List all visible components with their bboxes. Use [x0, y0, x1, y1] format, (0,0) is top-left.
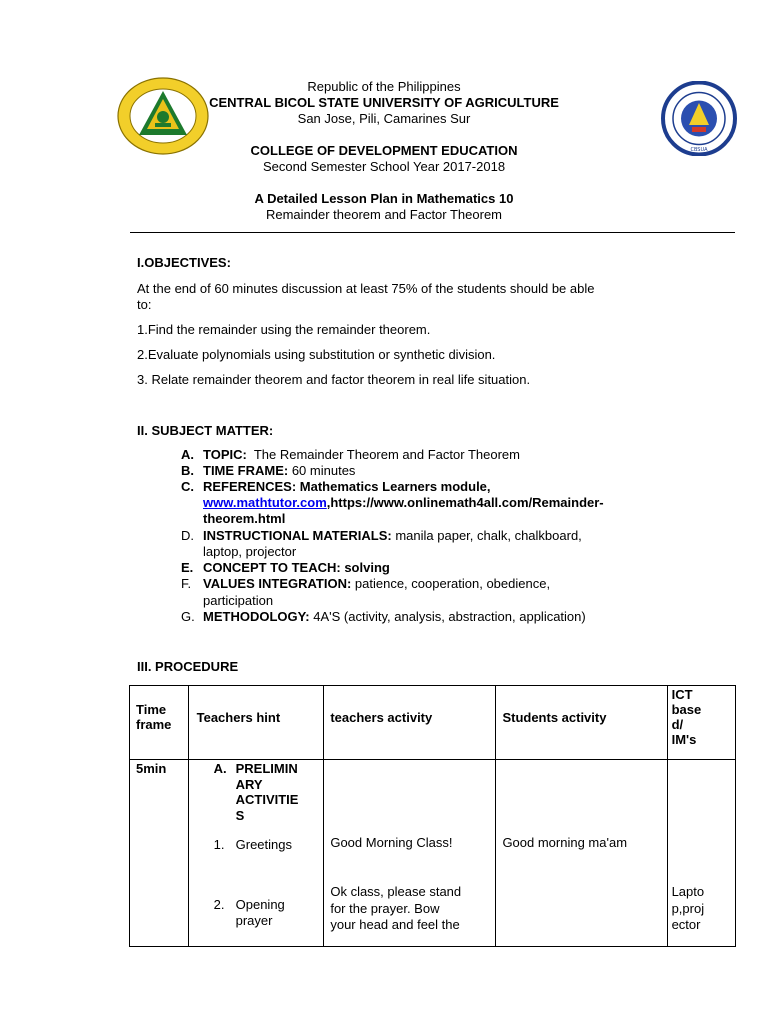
sm-methodology-label: METHODOLOGY: — [203, 609, 310, 624]
row-time: 5min — [136, 761, 167, 776]
semester-line: Second Semester School Year 2017-2018 — [262, 159, 506, 174]
objectives-heading: I.OBJECTIVES: — [137, 255, 231, 270]
college-name: COLLEGE OF DEVELOPMENT EDUCATION — [250, 143, 518, 158]
sm-topic-label: TOPIC: — [203, 447, 247, 462]
sm-topic-value: The Remainder Theorem and Factor Theorem — [246, 447, 520, 462]
sm-values-label: VALUES INTEGRATION: — [203, 576, 352, 591]
row-time-cell — [130, 760, 189, 947]
item2-ict-l2: p,proj — [671, 900, 705, 916]
table-row — [130, 760, 736, 947]
section-letter: A. — [213, 761, 227, 776]
item2-teacher-l1: Ok class, please stand — [330, 884, 462, 899]
item1-teacher: Good Morning Class! — [330, 835, 453, 850]
plan-title: A Detailed Lesson Plan in Mathematics 10 — [254, 191, 514, 206]
plan-subtitle: Remainder theorem and Factor Theorem — [265, 207, 503, 222]
header-ict — [667, 686, 735, 760]
section-l3: ACTIVITIE — [235, 792, 299, 807]
sm-materials-label: INSTRUCTIONAL MATERIALS: — [203, 528, 392, 543]
university-name: CENTRAL BICOL STATE UNIVERSITY OF AGRICULTURE — [209, 95, 559, 110]
sm-time-frame-label: TIME FRAME: — [203, 463, 289, 478]
sm-concept: CONCEPT TO TEACH: solving — [203, 560, 390, 575]
item2-ict-l3: ector — [671, 917, 701, 932]
sm-letter-c: C. — [181, 479, 194, 494]
header-time-l2: frame — [136, 717, 172, 732]
procedure-table — [129, 685, 736, 947]
row-teacher-cell — [324, 760, 496, 947]
sm-letter-g: G. — [181, 609, 195, 624]
sm-time-frame-value: 60 minutes — [288, 463, 356, 478]
table-header-row — [130, 686, 736, 760]
objectives-intro-line1: At the end of 60 minutes discussion at least 75% of the students should be able — [137, 281, 595, 296]
sm-values-cont: participation — [203, 593, 274, 608]
sm-topic — [203, 447, 520, 462]
item2-l2: prayer — [235, 912, 273, 928]
sm-time-frame — [203, 463, 355, 478]
sm-references-links — [203, 495, 604, 510]
sm-letter-a: A. — [181, 447, 194, 462]
sm-methodology-value: 4A'S (activity, analysis, abstraction, application) — [309, 609, 586, 624]
mathtutor-link[interactable]: www.mathtutor.com — [203, 495, 327, 510]
header-divider — [130, 232, 735, 233]
objective-item: 1.Find the remainder using the remainder theorem. — [137, 322, 431, 337]
university-address: San Jose, Pili, Camarines Sur — [297, 111, 471, 126]
sm-values — [203, 576, 550, 591]
sm-letter-b: B. — [181, 463, 194, 478]
objective-item: 2.Evaluate polynomials using substitution or synthetic division. — [137, 347, 496, 362]
subject-matter-heading: II. SUBJECT MATTER: — [137, 423, 274, 438]
header-time-l1: Time — [136, 702, 167, 717]
item2-num: 2. — [213, 897, 225, 912]
row-hint-cell — [188, 760, 324, 947]
item1-num: 1. — [213, 837, 225, 852]
objectives-intro-line2: to: — [137, 297, 152, 312]
item2-teacher-l3: your head and feel the — [330, 917, 460, 932]
svg-text:CBSUA: CBSUA — [690, 147, 708, 153]
sm-letter-e: E. — [181, 560, 194, 575]
republic-line: Republic of the Philippines — [307, 79, 461, 94]
onlinemath-link-text: ,https://www.onlinemath4all.com/Remainder- — [326, 495, 604, 510]
header-ict-l4: IM's — [671, 732, 697, 747]
sm-methodology — [203, 609, 586, 624]
item2-l1: Opening — [235, 897, 285, 912]
header-ict-l2: base — [671, 702, 702, 717]
sm-references-cont: theorem.html — [203, 511, 286, 526]
sm-references-label: REFERENCES: Mathematics Learners module, — [203, 479, 491, 494]
section-l2: ARY — [235, 776, 263, 792]
header-teachers-hint — [188, 686, 324, 760]
sm-values-value: patience, cooperation, obedience, — [351, 576, 551, 591]
item1-label: Greetings — [235, 837, 292, 852]
row-ict-cell — [667, 760, 735, 947]
header-hint-label: Teachers hint — [196, 710, 281, 725]
sm-materials-cont: laptop, projector — [203, 544, 297, 559]
row-student-cell — [496, 760, 667, 947]
section-l4: S — [235, 807, 245, 823]
header-teachers-activity — [324, 686, 496, 760]
sm-materials — [203, 528, 582, 543]
header-ict-l3: d/ — [671, 717, 684, 732]
item2-teacher-l2: for the prayer. Bow — [330, 900, 440, 916]
header-teacher-label: teachers activity — [330, 710, 433, 725]
section-l1: PRELIMIN — [235, 761, 298, 776]
sm-letter-f: F. — [181, 576, 192, 591]
objective-item: 3. Relate remainder theorem and factor theorem in real life situation. — [137, 372, 531, 387]
sm-materials-value: manila paper, chalk, chalkboard, — [391, 528, 582, 543]
header-students-activity — [496, 686, 667, 760]
header-students-label: Students activity — [502, 710, 607, 725]
procedure-heading: III. PROCEDURE — [137, 659, 239, 674]
sm-letter-d: D. — [181, 528, 194, 543]
item2-ict-l1: Lapto — [671, 884, 705, 899]
header-ict-l1: ICT — [671, 687, 693, 702]
item1-student: Good morning ma'am — [502, 835, 628, 850]
header-time-frame — [130, 686, 189, 760]
